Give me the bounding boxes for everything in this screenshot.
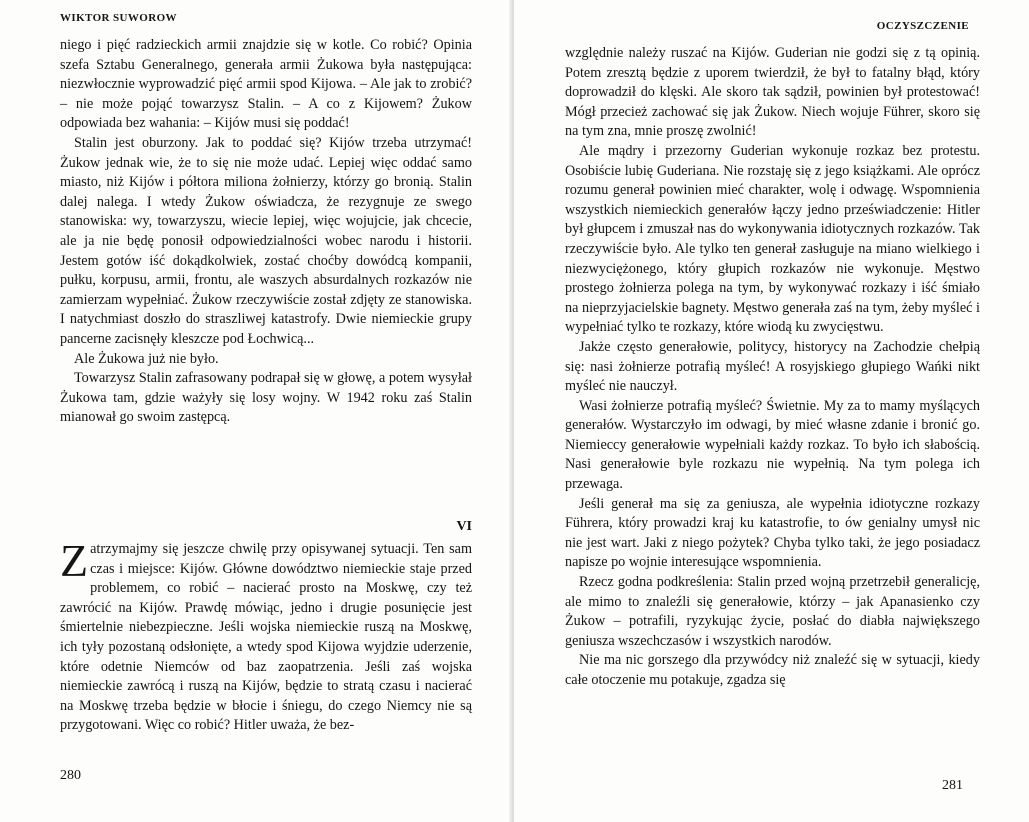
paragraph: względnie należy ruszać na Kijów. Guderian nie godzi się z tą opinią. Potem zresztą będzie z uporem twierdził, że był to fatalny błąd, który doprowadził do klęski. Ale skoro tak sądził, powinien był protestować! Mógł przecież zachować się jak Żukow. Niech wojuje Führer, skoro się na tym zna, mnie proszę zwolnić! xyxy=(565,45,980,140)
right-page xyxy=(514,0,1029,822)
right-page-number: 281 xyxy=(942,778,963,793)
paragraph: Stalin jest oburzony. Jak to poddać się? Kijów trzeba utrzymać! Żukow jednak wie, że to się nie może udać. Lepiej więc oddać samo miasto, niż Kijów i półtora miliona żołnierzy, którzy go bronią. Stalin dalej nalega. I wtedy Żukow oświadcza, że rezygnuje ze swego stanowiska: wy, towarzyszu, wiecie lepiej, więc wojujcie, jak chcecie, ale ja nie będę ponosił odpowiedzialności wobec narodu i historii. Jestem gotów iść dokądkolwiek, zostać choćby dowódcą kompanii, pułku, korpusu, armii, frontu, ale waszych absurdalnych rozkazów nie zamierzam wypełniać. Żukow rzeczywiście został zdjęty ze stanowiska. I natychmiast doszło do straszliwej katastrofy. Dwie niemieckie grupy pancerne zacisnęły kleszcze pod Łochwicą... xyxy=(60,134,472,347)
right-running-head: OCZYSZCZENIE xyxy=(876,20,969,32)
paragraph: Ale mądry i przezorny Guderian wykonuje rozkaz bez protestu. Osobiście lubię Guderiana. Nie rozstaję się z jego książkami. Ale oprócz rozumu generał powinien mieć charakter, wolę i odwagę. Wspomnienia wszystkich niemieckich generałów łączy jedno przeświadczenie: Hitler był głupcem i zmuszał nas do wykonywania idiotycznych rozkazów. Tak rzeczywiście było. Ale tylko ten generał zasługuje na miano wielkiego i niezwyciężonego, który głupich rozkazów nie wykonuje. Męstwo prostego żołnierza polega na tym, by wykonywać rozkazy i iść śmiało na nieprzyjacielskie bagnety. Męstwo generała zaś na tym, żeby myśleć i wypełniać tylko te rozkazy, które wiodą ku zwycięstwu. xyxy=(565,142,980,336)
left-page-number: 280 xyxy=(60,768,81,783)
section-number: VI xyxy=(456,519,472,534)
left-text-block xyxy=(60,36,472,428)
section-text-block xyxy=(60,535,472,736)
section-paragraph-text: atrzymajmy się jeszcze chwilę przy opisywanej sytuacji. Ten sam czas i miejsce: Kijów. Główne dowództwo niemieckie staje przed problemem, co robić – nacierać prosto na Moskwę, czy też zawrócić na Kijów. Prawdę mówiąc, jedno i drugie posunięcie jest śmiertelnie niebezpieczne. Jeśli wojska niemieckie ruszą na Moskwę, ich tyły pozostaną odsłonięte, a wtedy spod Kijowa wyjdzie uderzenie, które odetnie Niemców od baz zaopatrzenia. Jeśli zaś wojska niemieckie zawrócą i ruszą na Kijów, będzie to stratą czasu i nacierać na Moskwę trzeba będzie w błocie i śniegu, do czego Niemcy nie są przygotowani. Więc co robić? Hitler uważa, że bez- xyxy=(60,541,472,734)
right-text-block xyxy=(565,44,980,691)
left-page xyxy=(0,0,514,822)
paragraph: Rzecz godna podkreślenia: Stalin przed wojną przetrzebił generalicję, ale mimo to znaleźli się generałowie, którzy – jak Apanasienko czy Żukow – potrafili, ryzykując życie, posłać do diabła największego geniusza wszechczasów i wszystkich narodów. xyxy=(565,574,980,649)
paragraph: Nie ma nic gorszego dla przywódcy niż znaleźć się w sytuacji, kiedy całe otoczenie mu potakuje, zgadza się xyxy=(565,652,980,688)
paragraph: niego i pięć radzieckich armii znajdzie się w kotle. Co robić? Opinia szefa Sztabu Generalnego, generała armii Żukowa była następująca: niezwłocznie wyprowadzić pięć armii spod Kijowa. – Ale jak to zrobić? – nie może pojąć towarzysz Stalin. – A co z Kijowem? Żukow odpowiada bez wahania: – Kijów musi się poddać! xyxy=(60,37,472,132)
paragraph: Ale Żukowa już nie było. xyxy=(74,350,219,367)
drop-cap: Z xyxy=(60,535,89,586)
paragraph: Wasi żołnierze potrafią myśleć? Świetnie. My za to mamy myślących generałów. Wystarczyło im odwagi, by mieć własne zdanie i bronić go. Niemieccy generałowie wypełniali każdy rozkaz. To było ich słabością. Nasi generałowie byle rozkazu nie wypełnią. Na tym polega ich przewaga. xyxy=(565,397,980,493)
paragraph: Jeśli generał ma się za geniusza, ale wypełnia idiotyczne rozkazy Führera, który prowadzi kraj ku katastrofie, to ów genialny umysł nic nie jest wart. Jaki z niego pożytek? Chyba tylko taki, że jego posiadacz napisze po wojnie interesujące wspomnienia. xyxy=(565,495,980,571)
paragraph: Jakże często generałowie, politycy, historycy na Zachodzie chełpią się: nasi żołnierze potrafią myśleć! A rosyjskiego głupiego Wańki nikt myśleć nie nauczył. xyxy=(565,338,980,395)
left-running-head: WIKTOR SUWOROW xyxy=(60,12,177,24)
section-opening-paragraph xyxy=(60,535,472,736)
paragraph: Towarzysz Stalin zafrasowany podrapał się w głowę, a potem wysyłał Żukowa tam, gdzie ważyły się losy wojny. W 1942 roku zaś Stalin mianował go swoim zastępcą. xyxy=(60,370,472,426)
